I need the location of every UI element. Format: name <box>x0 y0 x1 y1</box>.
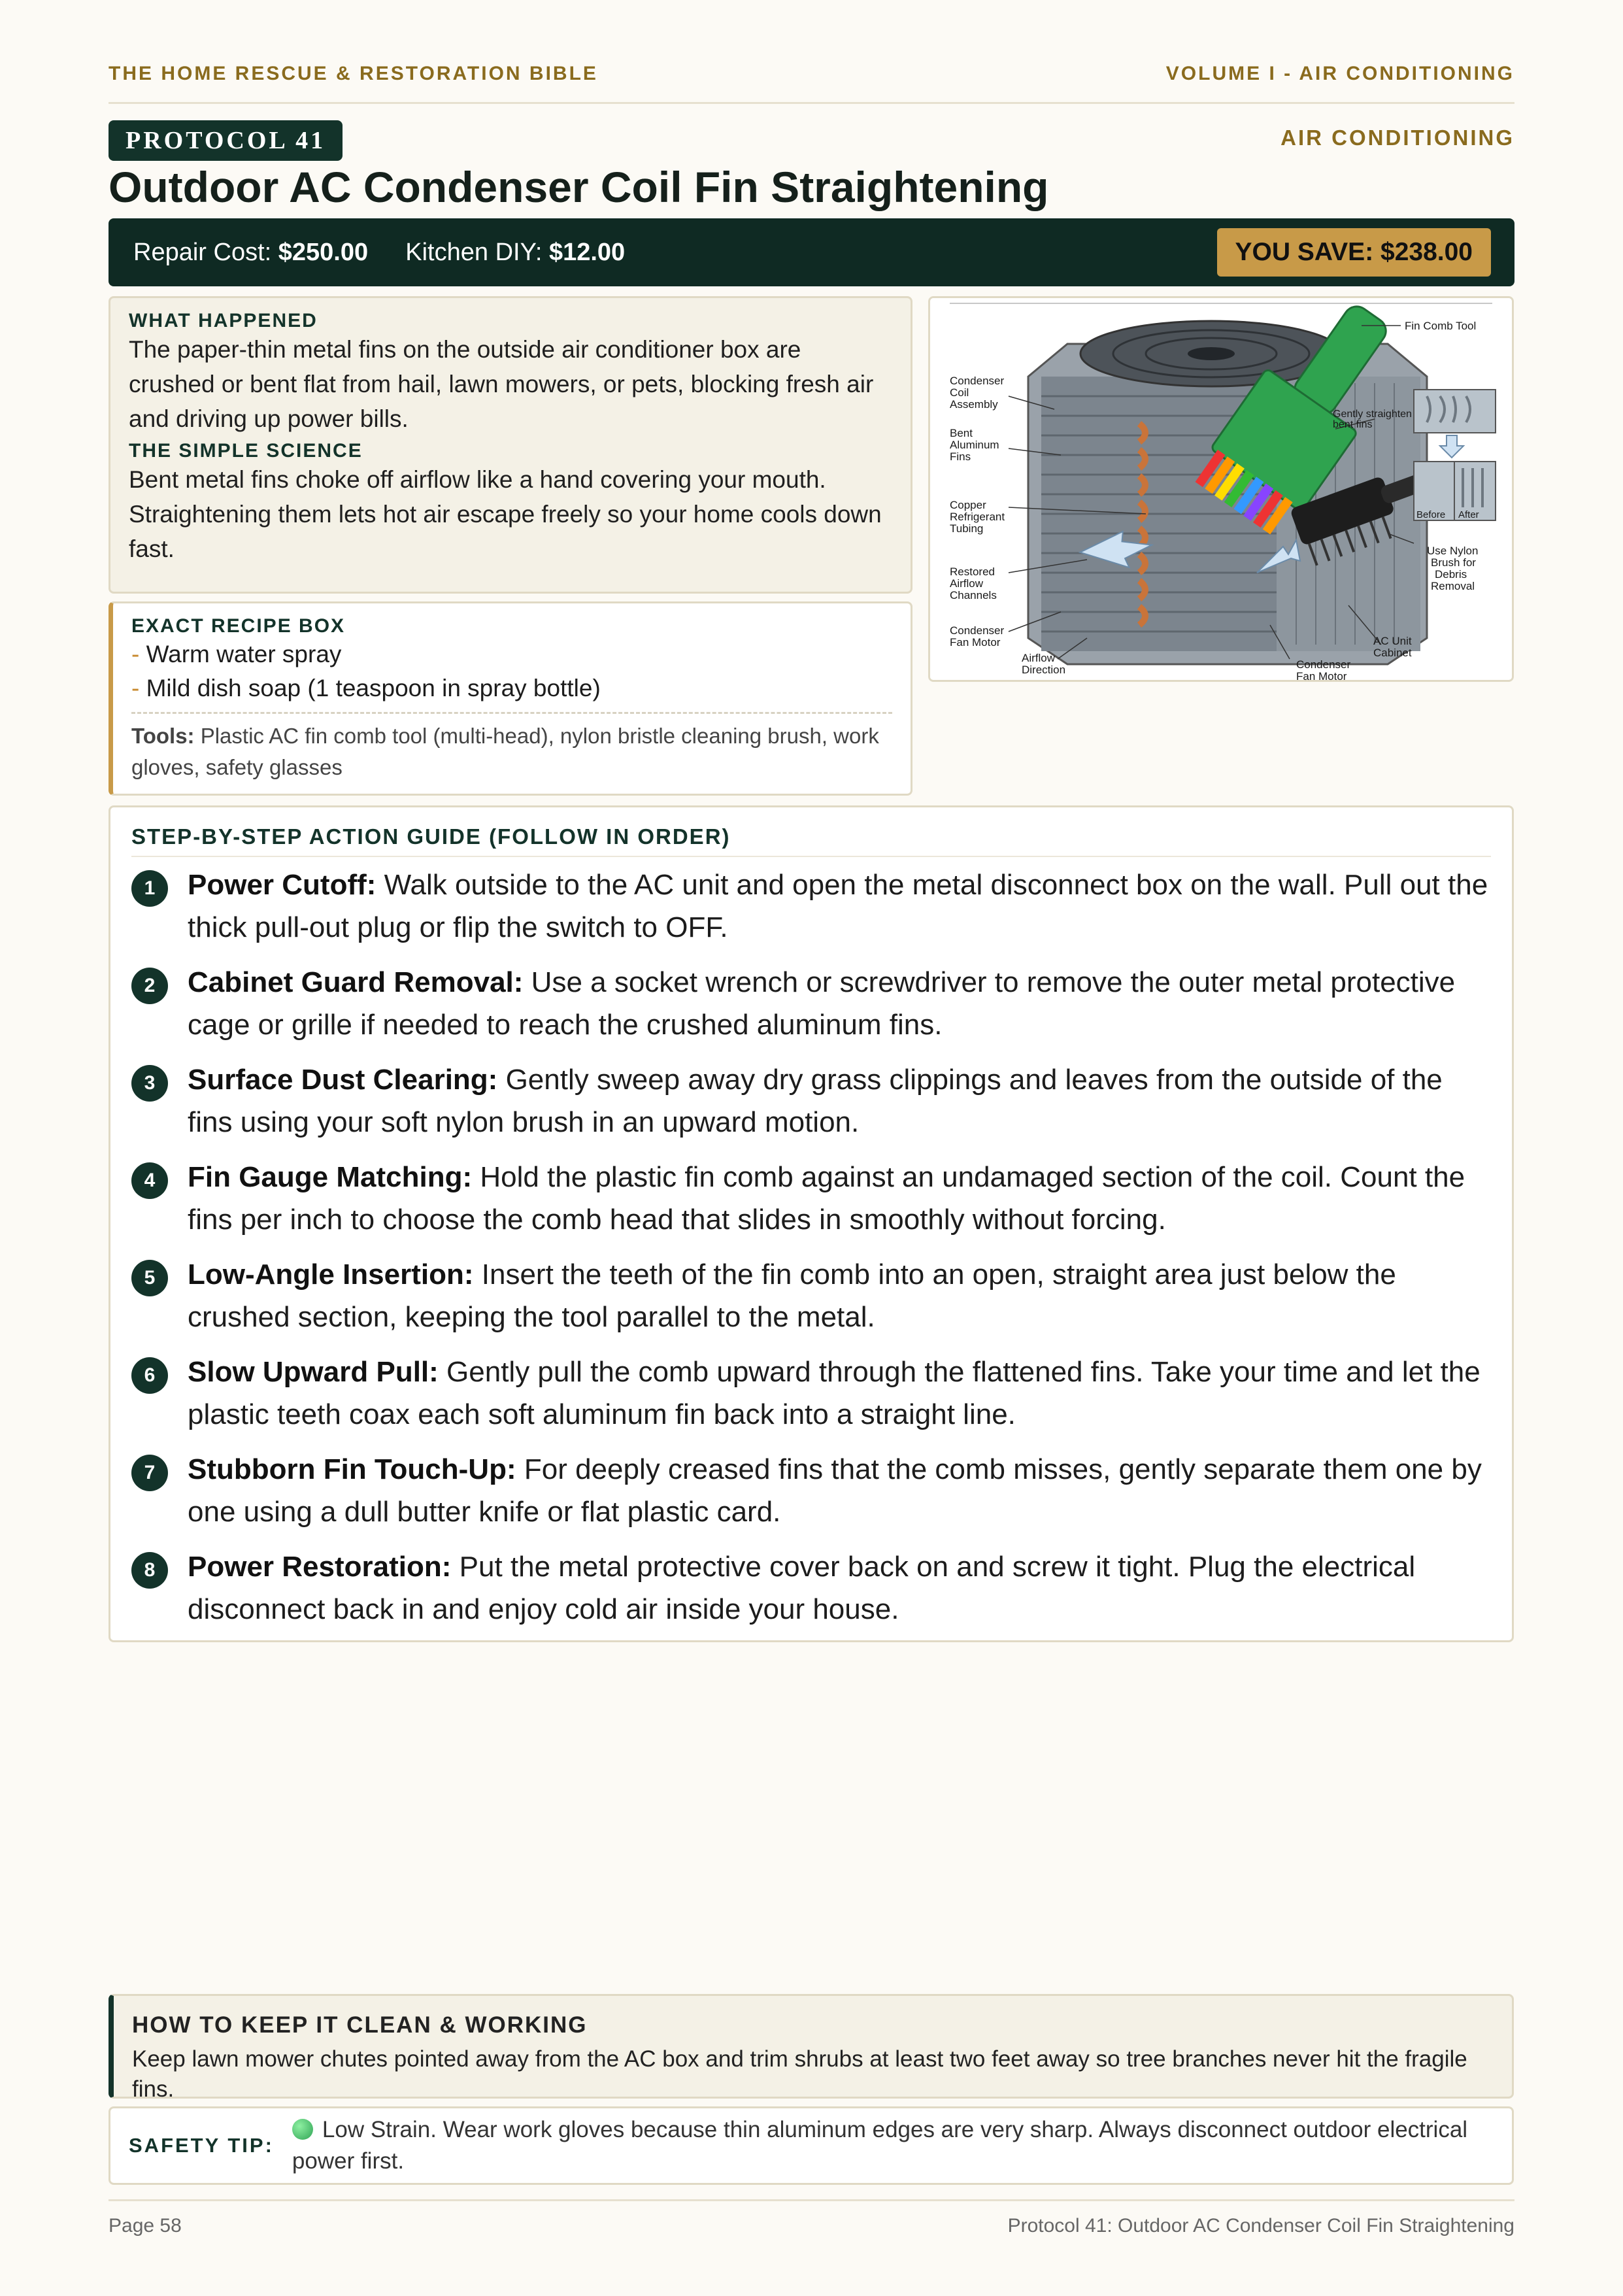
recipe-box <box>109 601 912 796</box>
safety-tip-label: SAFETY TIP: <box>129 2134 274 2157</box>
step-number: 5 <box>131 1260 168 1296</box>
svg-text:Direction: Direction <box>1022 664 1066 676</box>
svg-text:Before: Before <box>1416 509 1446 520</box>
svg-text:Fins: Fins <box>950 450 971 463</box>
step-item <box>131 1545 1491 1630</box>
recipe-heading: EXACT RECIPE BOX <box>131 615 346 637</box>
protocol-badge: PROTOCOL 41 <box>109 120 343 161</box>
svg-text:Debris: Debris <box>1435 568 1467 581</box>
step-text: Use a socket wrench or screwdriver to remove the outer metal protective cage or grille if needed to reach the crushed aluminum fins. <box>188 966 1456 1041</box>
illustration-panel <box>928 296 1514 682</box>
step-item <box>131 1448 1491 1533</box>
diy-cost-value: $12.00 <box>548 238 626 266</box>
svg-text:Bent: Bent <box>950 427 973 439</box>
step-title: Surface Dust Clearing: <box>188 1064 498 1096</box>
ac-condenser-illustration <box>930 298 1512 680</box>
safety-tip-line <box>292 2114 1494 2177</box>
svg-text:Fan Motor: Fan Motor <box>950 636 1001 649</box>
step-text: Put the metal protective cover back on and screw it tight. Plug the electrical disconnect back in and enjoy cold air inside your house. <box>188 1551 1416 1625</box>
svg-text:After: After <box>1458 509 1479 520</box>
recipe-list <box>131 637 892 705</box>
svg-text:Airflow: Airflow <box>1022 652 1056 664</box>
svg-text:Tubing: Tubing <box>950 522 984 535</box>
step-text: For deeply creased fins that the comb misses, gently separate them one by one using a dull butter knife or flat plastic card. <box>188 1453 1482 1528</box>
svg-text:Coil: Coil <box>950 386 969 399</box>
svg-text:Condenser: Condenser <box>950 624 1005 637</box>
recipe-item: - Warm water spray <box>131 641 342 667</box>
recipe-item: - Mild dish soap (1 teaspoon in spray bottle) <box>131 675 601 701</box>
svg-text:Refrigerant: Refrigerant <box>950 511 1005 523</box>
savings-badge: YOU SAVE: $238.00 <box>1217 228 1491 277</box>
svg-text:Fan Motor: Fan Motor <box>1296 670 1347 680</box>
what-happened-panel <box>109 296 912 594</box>
repair-cost-value: $250.00 <box>278 238 369 266</box>
step-text: Walk outside to the AC unit and open the metal disconnect box on the wall. Pull out the thick pull-out plug or flip the switch to OFF. <box>188 869 1488 943</box>
label-fin-comb: Fin Comb Tool <box>1405 320 1477 332</box>
step-item <box>131 1253 1491 1338</box>
svg-text:Removal: Removal <box>1431 580 1475 592</box>
what-happened-text: The paper-thin metal fins on the outside air conditioner box are crushed or bent flat from hail, lawn mowers, or pets, blocking fresh air and driving up power bills. <box>129 336 874 432</box>
step-guide-panel <box>109 805 1514 1642</box>
maintenance-heading: HOW TO KEEP IT CLEAN & WORKING <box>132 2012 588 2038</box>
step-item <box>131 1058 1491 1143</box>
diy-cost-label: Kitchen DIY: <box>405 238 543 266</box>
cost-bar <box>109 218 1514 286</box>
step-number: 1 <box>131 870 168 907</box>
footer-divider <box>109 2199 1514 2201</box>
cost-summary <box>133 239 625 267</box>
step-text: Gently sweep away dry grass clippings and leaves from the outside of the fins using your soft nylon brush in an upward motion. <box>188 1064 1443 1138</box>
page-footer <box>109 2215 1514 2237</box>
step-guide-heading: STEP-BY-STEP ACTION GUIDE (FOLLOW IN ORDER) <box>131 824 1491 857</box>
step-title: Cabinet Guard Removal: <box>188 966 524 998</box>
simple-science-text: Bent metal fins choke off airflow like a hand covering your mouth. Straightening them lets hot air escape freely so your home cools down fast. <box>129 466 882 562</box>
svg-text:bent fins: bent fins <box>1333 419 1373 430</box>
what-happened-heading: WHAT HAPPENED <box>129 310 318 331</box>
tools-line <box>131 720 892 783</box>
svg-text:Restored: Restored <box>950 566 995 578</box>
green-circle-icon <box>292 2119 313 2140</box>
volume-label: VOLUME I - AIR CONDITIONING <box>1165 63 1514 84</box>
step-text: Gently pull the comb upward through the flattened fins. Take your time and let the plastic teeth coax each soft aluminum fin back into a straight line. <box>188 1356 1481 1430</box>
step-title: Low-Angle Insertion: <box>188 1258 474 1291</box>
step-item <box>131 1351 1491 1436</box>
svg-text:Gently straighten: Gently straighten <box>1333 409 1412 420</box>
svg-text:AC Unit: AC Unit <box>1373 635 1412 647</box>
header-divider <box>109 102 1514 104</box>
maintenance-text: Keep lawn mower chutes pointed away from the AC box and trim shrubs at least two feet away so tree branches never hit the fragile fins. <box>132 2046 1467 2102</box>
step-text: Insert the teeth of the fin comb into an open, straight area just below the crushed section, keeping the tool parallel to the metal. <box>188 1258 1396 1333</box>
svg-text:Cabinet: Cabinet <box>1373 647 1412 659</box>
svg-text:Condenser: Condenser <box>1296 658 1351 671</box>
safety-tip-text: Low Strain. Wear work gloves because thin aluminum edges are very sharp. Always disconnect outdoor electrical power first. <box>292 2117 1468 2174</box>
step-item <box>131 961 1491 1046</box>
running-header <box>109 63 1514 85</box>
step-item <box>131 864 1491 949</box>
step-title: Fin Gauge Matching: <box>188 1161 473 1193</box>
footer-protocol-ref: Protocol 41: Outdoor AC Condenser Coil Fin Straightening <box>1007 2215 1514 2237</box>
page-title: Outdoor AC Condenser Coil Fin Straightening <box>109 163 1049 211</box>
step-item <box>131 1156 1491 1241</box>
svg-text:Aluminum: Aluminum <box>950 439 999 451</box>
maintenance-panel <box>109 1994 1514 2102</box>
svg-text:Airflow: Airflow <box>950 577 984 590</box>
step-number: 7 <box>131 1455 168 1491</box>
step-number: 2 <box>131 968 168 1004</box>
simple-science-heading: THE SIMPLE SCIENCE <box>129 440 363 462</box>
step-title: Power Cutoff: <box>188 869 376 901</box>
svg-text:Channels: Channels <box>950 589 997 601</box>
step-title: Stubborn Fin Touch-Up: <box>188 1453 516 1485</box>
svg-text:Copper: Copper <box>950 499 986 511</box>
step-number: 3 <box>131 1065 168 1102</box>
step-title: Slow Upward Pull: <box>188 1356 439 1388</box>
svg-text:Use Nylon: Use Nylon <box>1427 545 1479 557</box>
tools-text: Plastic AC fin comb tool (multi-head), nylon bristle cleaning brush, work gloves, safety glasses <box>131 724 879 779</box>
safety-tip-panel <box>109 2106 1514 2185</box>
svg-text:Brush for: Brush for <box>1431 556 1476 569</box>
step-number: 6 <box>131 1357 168 1394</box>
tools-label: Tools: <box>131 724 195 748</box>
step-number: 8 <box>131 1552 168 1589</box>
step-number: 4 <box>131 1162 168 1199</box>
step-title: Power Restoration: <box>188 1551 452 1583</box>
book-title: THE HOME RESCUE & RESTORATION BIBLE <box>109 63 598 84</box>
category-label: AIR CONDITIONING <box>1280 126 1514 150</box>
page-number: Page 58 <box>109 2215 182 2237</box>
step-text: Hold the plastic fin comb against an undamaged section of the coil. Count the fins per inch to choose the comb head that slides in smoothly without forcing. <box>188 1161 1465 1236</box>
svg-text:Assembly: Assembly <box>950 398 998 411</box>
repair-cost-label: Repair Cost: <box>133 238 272 266</box>
recipe-divider <box>131 712 892 714</box>
svg-text:Condenser: Condenser <box>950 375 1005 387</box>
